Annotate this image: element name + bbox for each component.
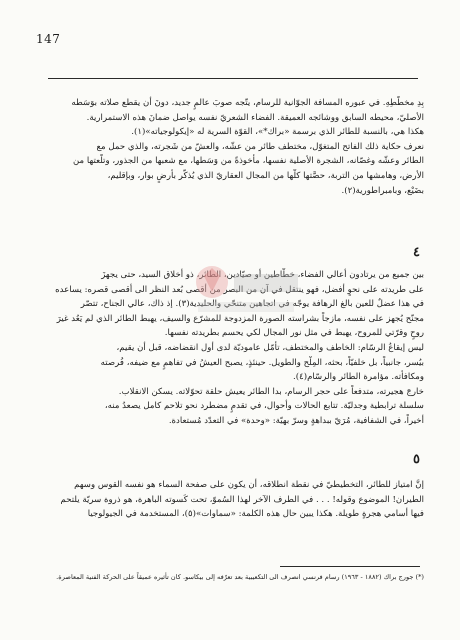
text-line: بِدِ مخطَّطِهِ. في عبوره المسافة الجوّانية للرسام، يتّجه صوبَ عالمٍ جديد، دونَ أن يقطع صلاته بوَسَطه — [71, 98, 424, 108]
text-line: إنَّ امتياز للطائر، التخطيطيّ في نقطة انطلاقه، أن يكون على صفحة السماء هو نفسه القوس وسهم — [74, 480, 424, 490]
paragraph-block-1 — [42, 96, 424, 198]
text-line: هكذا هي، بالنسبة للطائر الذي برسمة «براك*»، القوّة السرية له «إيكولوجياته»(١). — [131, 127, 424, 138]
text-line: مجنّح يُجهز على نفسه، مازجاً بشراسته الصورة المزدوجة للمشرّع والسيف، يهبط الطائر الذي لم يَعُد غيرَ — [56, 313, 424, 324]
text-line: خارجَ هجيرته، متدفعاً على حجر الرسام، بدا الطائر يعيش حلقة تحوّلاته. يسكن الانقلاب. — [118, 386, 424, 397]
text-line: روحٍ وقرّتي للمروح، يهبط في مثل نور المجال لكي يحسم بطريدته نفسها. — [164, 328, 424, 339]
text-line: الأصليّ، محيطه السابق ووشائجه العميقة. الفضاء الشعريّ نفسه يواصل ضمانَ هذه الاستمرارية. — [86, 112, 424, 123]
text-line: بضَيْع، وبامبراطورية(٢). — [341, 185, 424, 196]
footnote-rule — [280, 566, 420, 567]
paragraph-block-3 — [42, 478, 424, 522]
text-line: نعرف حكاية ذلك الفاتح المتغوّل، مختطف طائر من عشّه، والعشّ من شَجرته، والذي حمل مع — [96, 141, 424, 152]
text-line: بين جميع من يرتادون أعالي الفضاء، خطّاطين أو صيّادين، الطائر، ذو أخلاق السيد، حتى يجهزَ — [101, 270, 424, 280]
footnote: (*) جورج براك (١٨٨٢ - ١٩٦٣) رسام فرنسي انصرف الى التكعيبية بعد تعرّفه إلى بيكاسو. كان تأثيره عميقاً على الحركة الفنية المعاصرة. — [56, 573, 424, 581]
text-line: في هذا عضلٌ للعين بالغ الرهافة يوجّه في اتجاهين متنحّي والحليدية(٣). إذ ذاك، عالي الجناح، تتصّر — [80, 299, 424, 310]
text-line: فيها أسامي هجرةٍ طويلة. هكذا يبين حال هذه الكلمة: «سماوات»(٥)، المستخدمة في الجيولوجيا — [87, 509, 424, 520]
section-number-4: ٤ — [413, 245, 420, 260]
text-line: الأرض، وهامشها من التربة، حصَّتها كلّها من المجال العقاريّ الذي يُذكّر بأرضٍ بوار، وبإقليم، — [107, 170, 424, 181]
text-line: ليس إيقاعُ الرسّام: الخاطف والمختطف، تأمّل عاموديّة لدى أول انقضاضه، قبل أن يقيم، — [116, 342, 424, 353]
text-line: ومكافأته. مؤامرة الطائر والرسّام(٤). — [293, 372, 424, 383]
text-line: على طريدته على نحوٍ أفضل، فهو ينتقل في آن من البصر من أقصى بُعد النظر الى أقصى قصره: يساعده — [55, 284, 424, 295]
text-line: الطائر وعشّه وغصّانه، الشجرة الأصلية نفسها، مأخوذةً من وَسَطها، مع شعبها من الجذور، وتلّعتها من — [73, 156, 424, 167]
text-line: بيُسر، جانبياً، بل خلفيّاً، بحثه، المِلْح والطويل. حينئذٍ، يصبح العيشُ في تفاهمٍ مع ضيفه، فُرصته — [100, 357, 424, 368]
text-line: سلسلة ترابطية وجدليّة. تتابع الحالات وأحوال، في تقدمٍ مضطرد نحو تلاحم كامل يصعدُ منه، — [104, 401, 424, 412]
text-line: الطيران! الموضوع وقوله! . . . في الطرف الآخر لهذا السُموّ، تحت كَسوته الباهرة، هو ذروة سريّة يلتحم — [60, 494, 424, 505]
text-line: أخيراً، في الشفافية، مُرَيّ ببداهةٍ وسرّ بهيّة: «وحدة» في التعدّد مُستعادة. — [168, 415, 424, 426]
paragraph-block-2 — [42, 268, 424, 429]
header-rule — [48, 78, 418, 79]
section-number-5: ٥ — [413, 452, 420, 467]
page-number: 147 — [36, 32, 61, 46]
